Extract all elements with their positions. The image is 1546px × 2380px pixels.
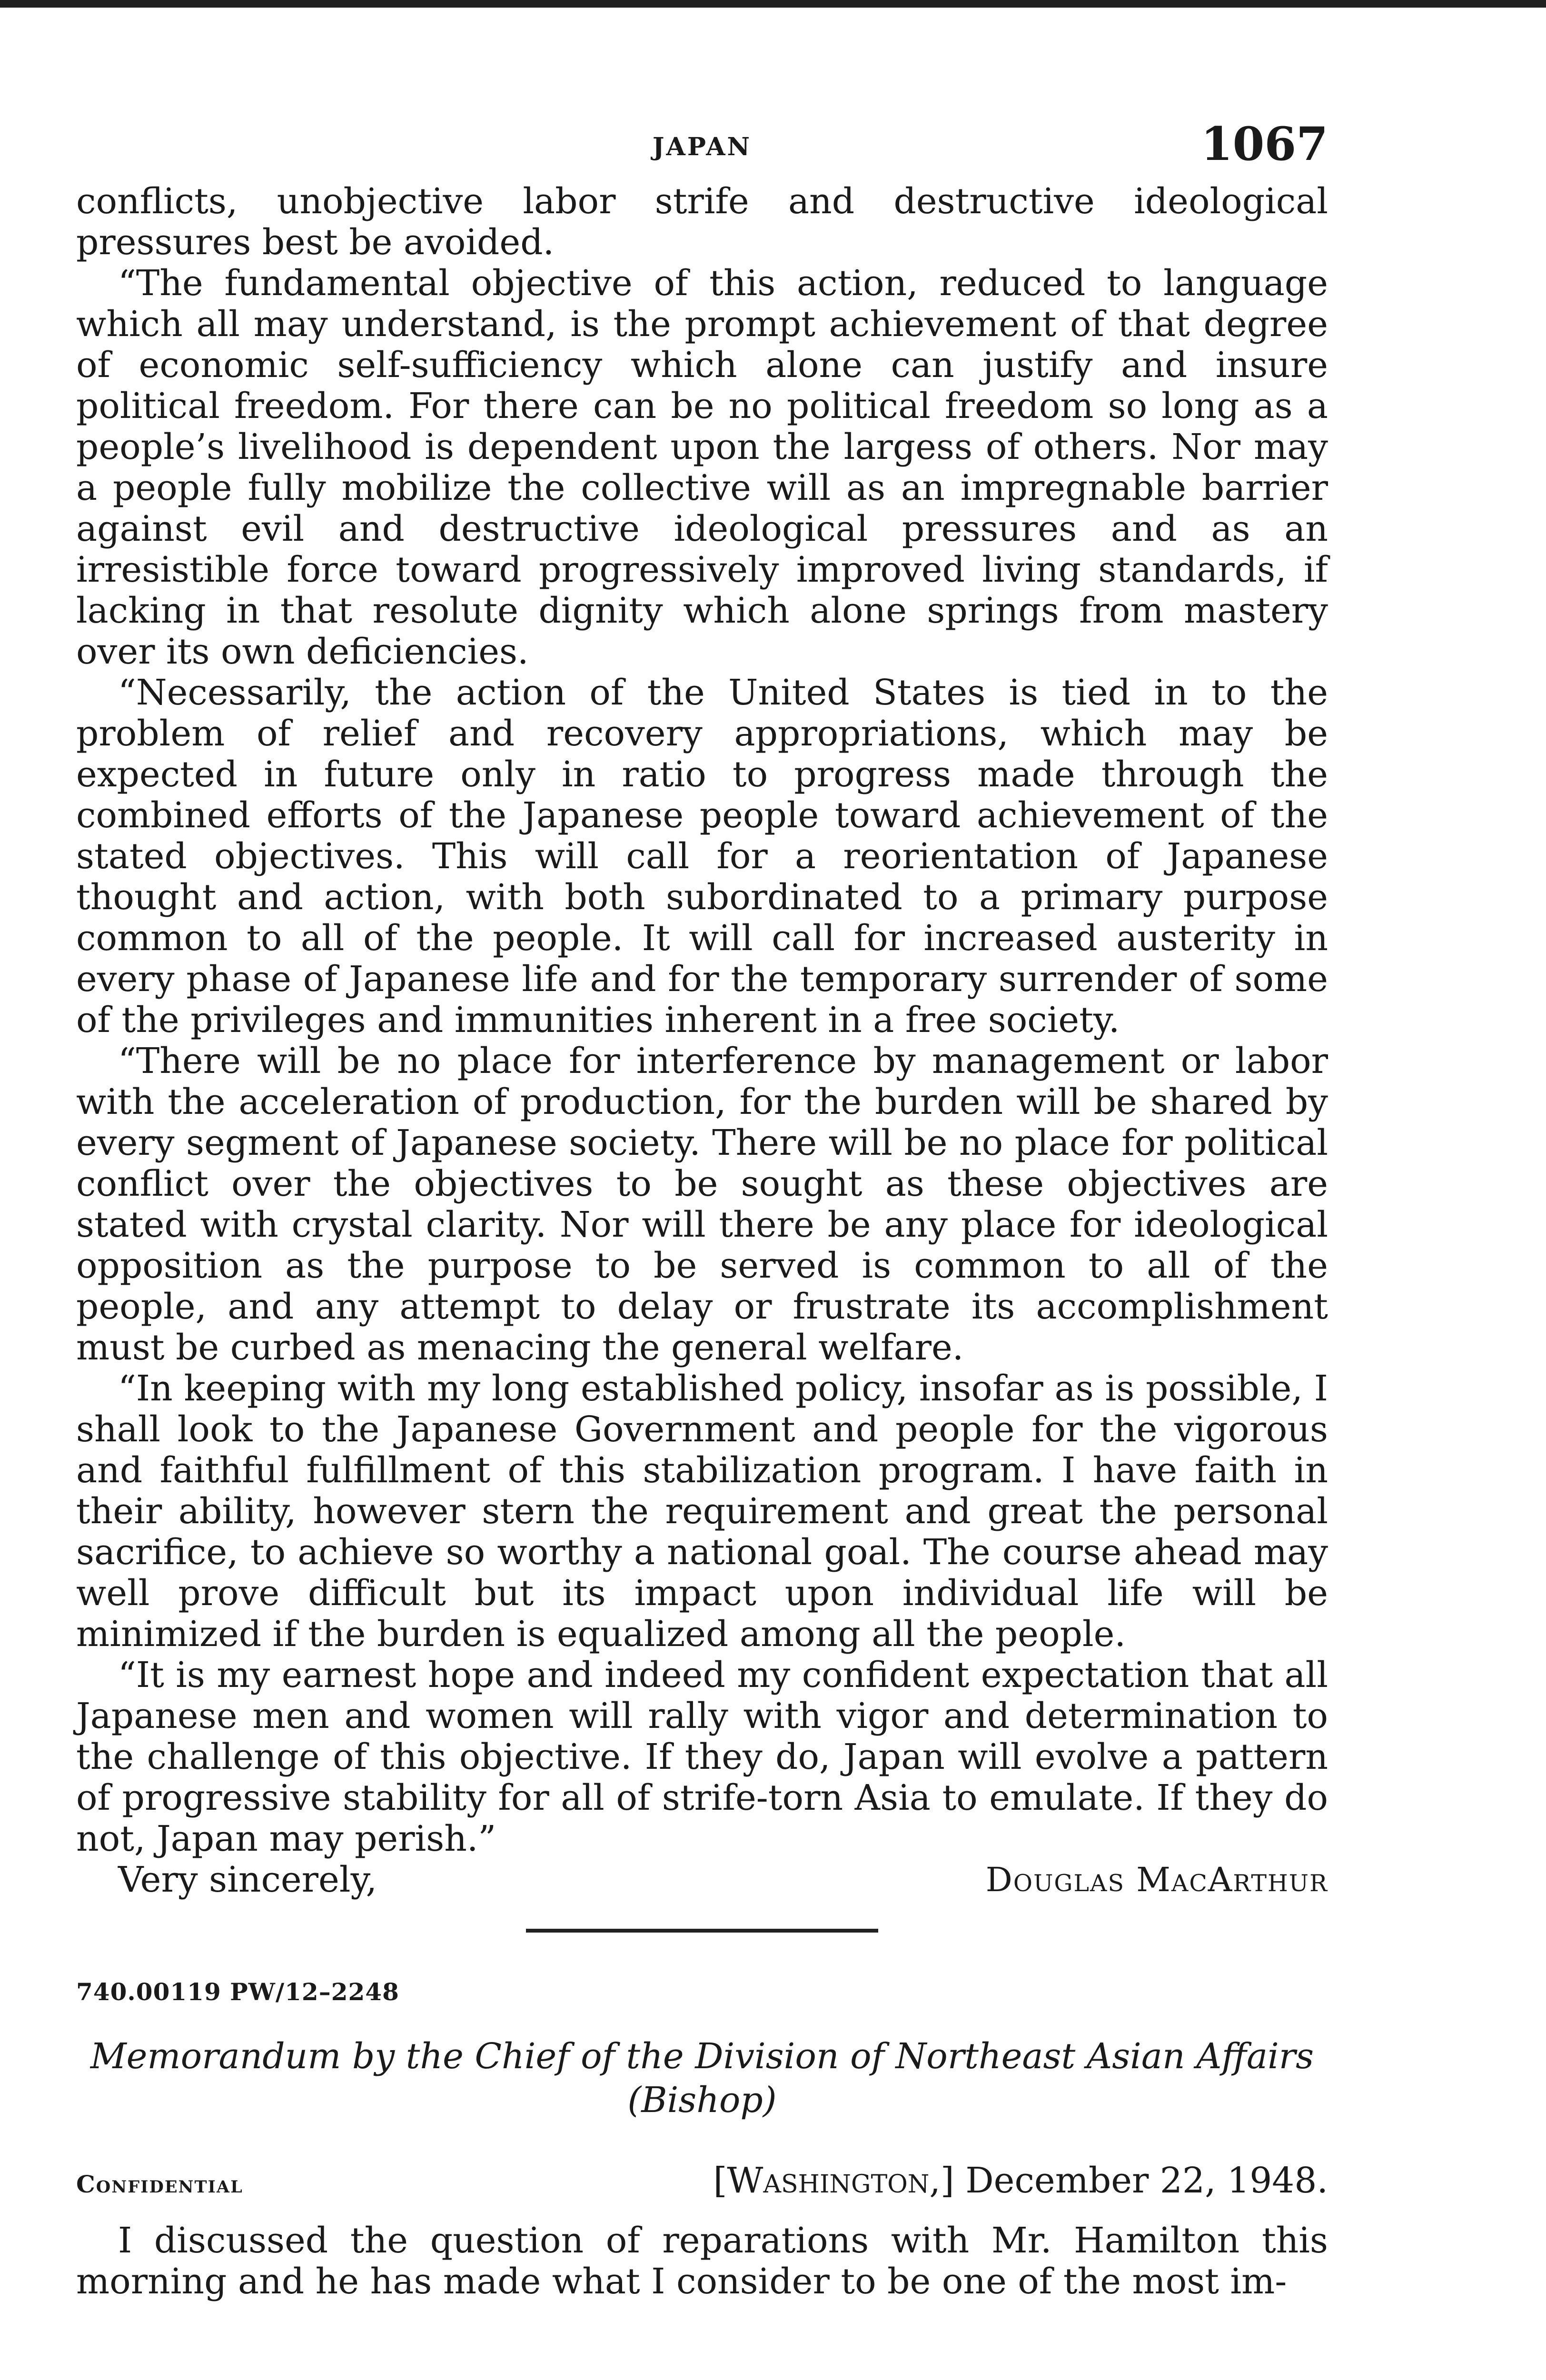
memorandum-meta bbox=[76, 2160, 1328, 2201]
letter-paragraph: “There will be no place for interference by management or labor with the acceleration of production, for the burden will be shared by every segment of Japanese society. There will be no place for political conflict over the objectives to be sought as these objectives are stated with crystal clarity. Nor will there be any place for ideological opposition as the purpose to be served is common to all of the people, and any attempt to delay or frustrate its accomplishment must be curbed as menacing the general welfare. bbox=[76, 1041, 1328, 1368]
document-page bbox=[76, 114, 1328, 2302]
memorandum-author: (Bishop) bbox=[627, 2080, 777, 2121]
letter-paragraph: conflicts, unobjective labor strife and destructive ideological pressures best be avoided. bbox=[76, 181, 1328, 263]
document-file-number: 740.00119 PW/12–2248 bbox=[76, 1978, 399, 2006]
memorandum-body bbox=[76, 2220, 1328, 2302]
running-header bbox=[76, 114, 1328, 181]
complimentary-close: Very sincerely, bbox=[118, 1859, 377, 1900]
memorandum-title bbox=[76, 2034, 1328, 2122]
letter-closing bbox=[118, 1859, 1328, 1900]
letter-paragraph: “It is my earnest hope and indeed my confident expectation that all Japanese men and women will rally with vigor and determination to the challenge of this objective. If they do, Japan will evolve a pattern of progressive stability for all of strife-torn Asia to emulate. If they do not, Japan may perish.” bbox=[76, 1655, 1328, 1859]
dateline-place: [Washington,] bbox=[713, 2160, 954, 2201]
dateline bbox=[714, 2160, 1328, 2201]
section-divider bbox=[526, 1929, 878, 1933]
dateline-date: December 22, 1948. bbox=[965, 2160, 1328, 2201]
memorandum-paragraph: I discussed the question of reparations with Mr. Hamilton this morning and he has made what I consider to be one of the most im- bbox=[76, 2220, 1328, 2302]
letter-paragraph: “Necessarily, the action of the United States is tied in to the problem of relief and recovery appropriations, which may be expected in future only in ratio to progress made through the combined efforts of the Japanese people toward achievement of the stated objectives. This will call for a reorientation of Japanese thought and action, with both subordinated to a primary purpose common to all of the people. It will call for increased austerity in every phase of Japanese life and for the temporary surrender of some of the privileges and immunities inherent in a free society. bbox=[76, 672, 1328, 1041]
classification-label: Confidential bbox=[76, 2170, 243, 2198]
letter-paragraph: “The fundamental objective of this action, reduced to language which all may understand, is the prompt achievement of that degree of economic self-sufficiency which alone can justify and insure political freedom. For there can be no political freedom so long as a people’s livelihood is dependent upon the largess of others. Nor may a people fully mobilize the collective will as an impregnable barrier against evil and destructive ideological pressures and as an irresistible force toward progressively improved living standards, if lacking in that resolute dignity which alone springs from mastery over its own deficiencies. bbox=[76, 263, 1328, 672]
page-top-border bbox=[0, 0, 1546, 8]
signature: Douglas MacArthur bbox=[985, 1860, 1328, 1899]
letter-body bbox=[76, 181, 1328, 1859]
page-number: 1067 bbox=[1200, 117, 1328, 171]
running-title: JAPAN bbox=[652, 132, 752, 161]
memorandum-title-line: Memorandum by the Chief of the Division of Northeast Asian Affairs bbox=[90, 2036, 1314, 2077]
letter-paragraph: “In keeping with my long established policy, insofar as is possible, I shall look to the Japanese Government and people for the vigorous and faithful fulfillment of this stabilization program. I have faith in their ability, however stern the requirement and great the personal sacrifice, to achieve so worthy a national goal. The course ahead may well prove difficult but its impact upon individual life will be minimized if the burden is equalized among all the people. bbox=[76, 1368, 1328, 1655]
